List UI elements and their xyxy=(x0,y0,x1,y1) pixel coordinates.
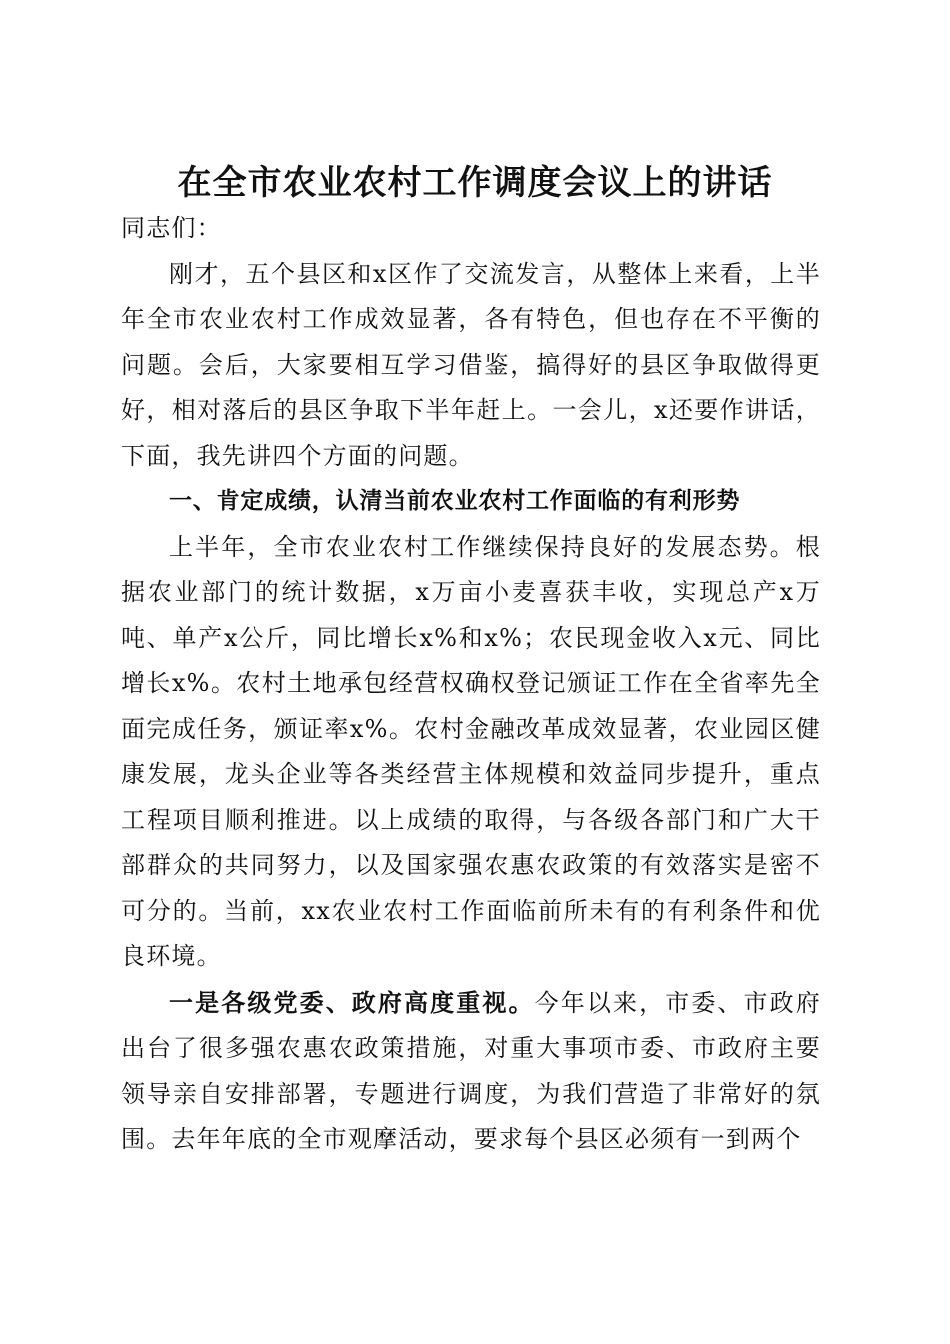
point-one-paragraph xyxy=(121,980,821,1163)
section-heading: 一、肯定成绩，认清当前农业农村工作面临的有利形势 xyxy=(169,488,741,514)
section-paragraph: 上半年，全市农业农村工作继续保持良好的发展态势。根据农业部门的统计数据，x万亩小麦喜获丰收，实现总产x万吨、单产x公斤，同比增长x%和x%；农民现金收入x元、同比增长x%。农村土地承包经营权确权登记颁证工作在全省率先全面完成任务，颁证率x%。农村金融改革成效显著，农业园区健康发展，龙头企业等各类经营主体规模和效益同步提升，重点工程项目顺利推进。以上成绩的取得，与各级各部门和广大干部群众的共同努力，以及国家强农惠农政策的有效落实是密不可分的。当前，xx农业农村工作面临前所未有的有利条件和优良环境。 xyxy=(121,532,821,970)
point-one-text: 今年以来，市委、市政府出台了很多强农惠农政策措施，对重大事项市委、市政府主要领导亲自安排部署，专题进行调度，为我们营造了非常好的氛围。去年年底的全市观摩活动，要求每个县区必须有一到两个 xyxy=(121,988,821,1153)
salutation: 同志们： xyxy=(121,214,222,242)
opening-paragraph: 刚才，五个县区和x区作了交流发言，从整体上来看，上半年全市农业农村工作成效显著，各有特色，但也存在不平衡的问题。会后，大家要相互学习借鉴，搞得好的县区争取做得更好，相对落后的县区争取下半年赶上。一会儿，x还要作讲话，下面，我先讲四个方面的问题。 xyxy=(121,259,821,470)
document-body xyxy=(121,206,821,1163)
document-title: 在全市农业农村工作调度会议上的讲话 xyxy=(177,162,773,203)
point-one-lead: 一是各级党委、政府高度重视。 xyxy=(169,987,535,1017)
